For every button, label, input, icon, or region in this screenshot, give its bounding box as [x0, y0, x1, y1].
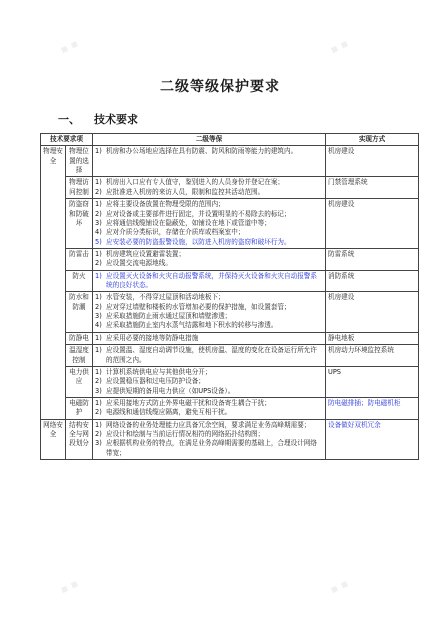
- implementation-cell: 机房建设: [326, 199, 419, 249]
- item-number: 1): [95, 147, 102, 156]
- requirement-cell: [93, 199, 326, 249]
- requirement-item: [95, 188, 323, 197]
- item-number: 1): [95, 200, 102, 209]
- header-implementation: 实现方式: [326, 134, 419, 146]
- header-level-two: 二级等保: [93, 134, 326, 146]
- requirement-list: [95, 421, 323, 458]
- table-row: [41, 248, 419, 270]
- section-heading: [58, 111, 138, 127]
- implementation-cell: 防电磁排插；防电磁机柜: [326, 397, 419, 419]
- requirement-cell: [93, 270, 326, 292]
- requirement-list: [95, 368, 323, 396]
- item-text: 应根据机构业务的特点，在满足业务高峰期需要的基础上，合理设计网络带宽；: [106, 439, 317, 457]
- requirement-item: [95, 346, 323, 365]
- item-number: 5): [95, 237, 102, 246]
- item-text: 应对介质分类标识，存储在介质库或档案室中；: [106, 228, 245, 237]
- implementation-cell: UPS: [326, 366, 419, 397]
- subitem-cell: 防静电: [66, 332, 93, 344]
- table-row: [41, 270, 419, 292]
- requirement-list: [95, 334, 323, 343]
- item-number: 1): [95, 178, 102, 187]
- item-text: 应将主要设备放置在物理受限的范围内；: [106, 200, 225, 209]
- item-text: 应设置温、湿度自动调节设施，使机房温、湿度的变化在设备运行所允许的范围之内。: [106, 346, 317, 364]
- requirement-item: [95, 368, 323, 377]
- requirement-item: [95, 303, 323, 312]
- requirement-item: [95, 321, 323, 330]
- requirement-item: [95, 219, 323, 228]
- implementation-cell: 机房建设: [326, 292, 419, 332]
- item-text: 网络设备的业务处理能力应具备冗余空间，要求满足业务高峰期需要；: [106, 420, 311, 429]
- requirements-table: [40, 133, 419, 460]
- item-number: 2): [95, 259, 102, 268]
- item-text: 应对穿过墙壁和楼板的水管增加必要的保护措施，如设置套管；: [106, 302, 291, 311]
- item-text: 电源线和通信线缆应隔离，避免互相干扰。: [106, 408, 232, 417]
- item-number: 1): [95, 333, 102, 342]
- category-cell: 物理安全: [41, 146, 66, 419]
- item-text: 应设置灭火设备和火灾自动报警系统，并保持灭火设备和火灾自动报警系统的良好状态。: [106, 271, 317, 290]
- table-row: [41, 292, 419, 332]
- requirement-cell: [93, 419, 326, 459]
- item-number: 3): [95, 386, 102, 395]
- table-row: [41, 146, 419, 177]
- item-number: 2): [95, 209, 102, 218]
- section-label: 技术要求: [94, 113, 138, 126]
- item-number: 1): [95, 271, 102, 280]
- requirement-item: [95, 250, 323, 259]
- requirement-cell: [93, 146, 326, 177]
- subitem-cell: 防雷击: [66, 248, 93, 270]
- item-number: 1): [95, 249, 102, 258]
- item-text: 水管安装，不得穿过屋顶和活动地板下；: [106, 293, 225, 302]
- item-number: 3): [95, 218, 102, 227]
- item-number: 2): [95, 302, 102, 311]
- requirement-cell: [93, 292, 326, 332]
- requirement-list: [95, 147, 323, 156]
- requirement-item: [95, 293, 323, 302]
- requirement-item: [95, 439, 323, 458]
- table-row: [41, 332, 419, 344]
- item-number: 4): [95, 321, 102, 330]
- item-text: 应采用必要的接地等防静电措施: [106, 333, 199, 342]
- item-text: 机房出入口应有专人值守，鉴别进入的人员身份并登记在案；: [106, 178, 285, 187]
- subitem-cell: 防盗窃和防破坏: [66, 199, 93, 249]
- implementation-cell: 门禁管理系统: [326, 177, 419, 199]
- implementation-cell: 静电地板: [326, 332, 419, 344]
- table-row: [41, 366, 419, 397]
- implementation-cell: 机房建设: [326, 146, 419, 177]
- table-row: [41, 397, 419, 419]
- requirement-cell: [93, 177, 326, 199]
- requirement-item: [95, 408, 323, 417]
- item-number: 2): [95, 377, 102, 386]
- table-row: [41, 177, 419, 199]
- watermark: ▪ ▪: [328, 36, 351, 57]
- requirement-list: [95, 272, 323, 291]
- item-number: 3): [95, 439, 102, 448]
- implementation-cell: 设备做好双机冗余: [326, 419, 419, 459]
- requirement-item: [95, 228, 323, 237]
- requirement-cell: [93, 366, 326, 397]
- subitem-cell: 温湿度控制: [66, 345, 93, 367]
- item-text: 应提供短期的备用电力供应（如UPS设备）。: [106, 386, 235, 395]
- requirement-cell: [93, 332, 326, 344]
- requirement-item: [95, 238, 323, 247]
- item-number: 2): [95, 430, 102, 439]
- implementation-cell: 防雷系统: [326, 248, 419, 270]
- requirement-cell: [93, 397, 326, 419]
- requirement-item: [95, 259, 323, 268]
- item-text: 应采取措施防止室内水蒸气结露和地下积水的转移与渗透。: [106, 321, 278, 330]
- section-number: 一、: [58, 113, 80, 126]
- implementation-cell: 机房动力环境监控系统: [326, 345, 419, 367]
- requirement-item: [95, 421, 323, 430]
- item-number: 2): [95, 408, 102, 417]
- watermark: ▪ ▪: [58, 576, 81, 597]
- requirement-list: [95, 399, 323, 418]
- subitem-cell: 电磁防护: [66, 397, 93, 419]
- table-body: [41, 146, 419, 460]
- implementation-cell: 消防系统: [326, 270, 419, 292]
- header-requirement-item: 技术要求项: [41, 134, 93, 146]
- requirement-list: [95, 200, 323, 247]
- item-text: 应批准进入机房的来访人员，限制和监控其活动范围。: [106, 187, 265, 196]
- requirement-item: [95, 334, 323, 343]
- requirement-cell: [93, 345, 326, 367]
- item-number: 1): [95, 398, 102, 407]
- item-text: 应采取措施防止雨水通过屋顶和墙壁渗透；: [106, 312, 232, 321]
- item-number: 2): [95, 187, 102, 196]
- item-text: 应对设备或主要部件进行固定，并设置明显的不易除去的标记；: [106, 209, 291, 218]
- item-text: 应安装必要的防盗报警设施，以防进入机房的盗窃和破坏行为。: [106, 237, 291, 246]
- requirement-item: [95, 178, 323, 187]
- item-text: 机房建筑应设置避雷装置；: [106, 249, 186, 258]
- item-number: 1): [95, 346, 102, 355]
- requirement-list: [95, 346, 323, 365]
- document-title: 二级等级保护要求: [160, 79, 280, 95]
- subitem-cell: 结构安全与网段划分: [66, 419, 93, 459]
- requirement-cell: [93, 248, 326, 270]
- item-text: 计算机系统供电应与其他供电分开；: [106, 367, 212, 376]
- subitem-cell: 物理访问控制: [66, 177, 93, 199]
- item-number: 1): [95, 420, 102, 429]
- subitem-cell: 防水和防潮: [66, 292, 93, 332]
- requirement-item: [95, 200, 323, 209]
- requirement-item: [95, 399, 323, 408]
- subitem-cell: 物理位置的选择: [66, 146, 93, 177]
- requirement-item: [95, 147, 323, 156]
- item-number: 1): [95, 367, 102, 376]
- watermark: ▪ ▪: [58, 36, 81, 57]
- item-text: 应采用接地方式防止外界电磁干扰和设备寄生耦合干扰；: [106, 398, 271, 407]
- item-number: 4): [95, 228, 102, 237]
- category-cell: 网络安全: [41, 419, 66, 459]
- table-row: [41, 345, 419, 367]
- requirement-item: [95, 210, 323, 219]
- item-text: 应设计和绘制与当前运行情况相符的网络拓扑结构图；: [106, 430, 265, 439]
- item-text: 应将通信线缆铺设在隐蔽处，如铺设在地下或管道中等；: [106, 218, 271, 227]
- requirement-list: [95, 250, 323, 269]
- item-text: 应设置交流电源地线。: [106, 259, 172, 268]
- requirement-item: [95, 272, 323, 291]
- requirement-list: [95, 293, 323, 330]
- requirement-list: [95, 178, 323, 197]
- watermark: ▪ ▪: [328, 576, 351, 597]
- subitem-cell: 防火: [66, 270, 93, 292]
- requirement-item: [95, 387, 323, 396]
- subitem-cell: 电力供应: [66, 366, 93, 397]
- table-header-row: [41, 134, 419, 146]
- table-row: [41, 419, 419, 459]
- table-row: [41, 199, 419, 249]
- item-text: 机房和办公场地应选择在具有防震、防风和防雨等能力的建筑内。: [106, 147, 298, 156]
- item-text: 应设置稳压器和过电压防护设备；: [106, 377, 205, 386]
- item-number: 3): [95, 312, 102, 321]
- item-number: 1): [95, 293, 102, 302]
- requirement-item: [95, 377, 323, 386]
